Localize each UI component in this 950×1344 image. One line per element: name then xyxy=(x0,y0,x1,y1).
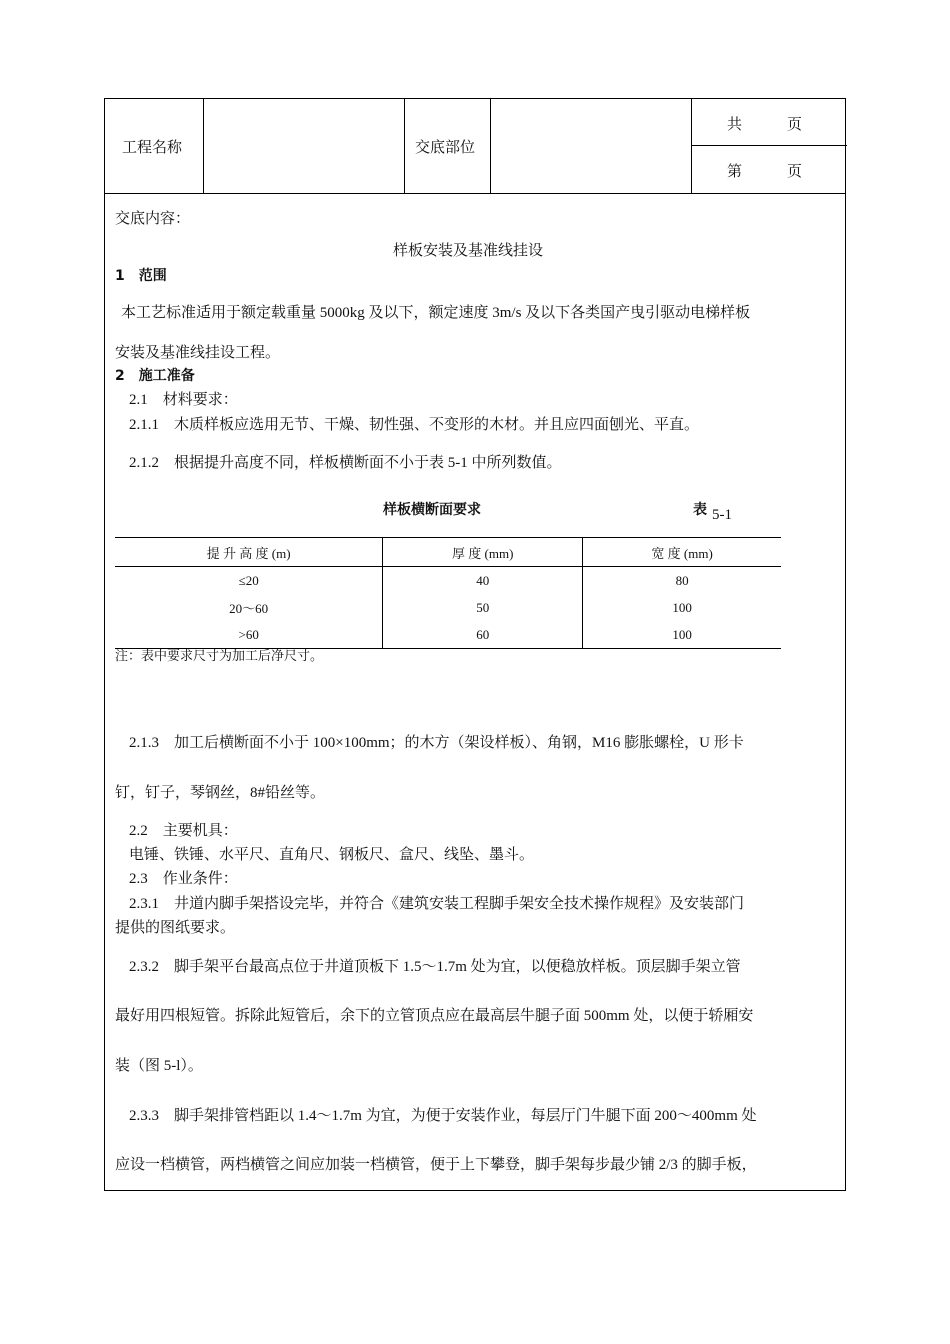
section-2-1-2: 2.1.2 根据提升高度不同，样板横断面不小于表 5-1 中所列数值。 xyxy=(129,455,562,471)
table-note: 注：表中要求尺寸为加工后净尺寸。 xyxy=(115,648,324,663)
section-2-1: 2.1 材料要求： xyxy=(129,392,238,408)
section-2-1-3-cont: 钉，钉子，琴钢丝，8#铅丝等。 xyxy=(115,785,326,801)
section-2-2: 2.2 主要机具： xyxy=(129,823,238,839)
table-cell: 80 xyxy=(583,567,781,595)
table-header-row xyxy=(115,538,781,567)
total-pages: 共 页 xyxy=(727,117,803,133)
table-cell: 100 xyxy=(583,594,781,621)
table-title: 样板横断面要求 xyxy=(383,502,481,518)
spec-table xyxy=(115,537,781,649)
section-2-3-3: 2.3.3 脚手架排管档距以 1.4～1.7m 为宜，为便于安装作业，每层厅门牛腿下面 200～400mm 处 xyxy=(129,1108,757,1124)
project-name-label: 工程名称 xyxy=(122,140,183,156)
section-2-3-3-cont: 应设一档横管，两档横管之间应加装一档横管，便于上下攀登，脚手架每步最少铺 2/3 的脚手板， xyxy=(115,1157,757,1173)
section-1-text: 本工艺标准适用于额定载重量 5000kg 及以下，额定速度 3m/s 及以下各类国产曳引驱动电梯样板 xyxy=(121,305,751,321)
column-header: 提 升 高 度 (m) xyxy=(115,538,383,567)
document-title: 样板安装及基准线挂设 xyxy=(393,243,544,259)
page-number: 第 页 xyxy=(727,164,803,180)
table-row xyxy=(115,594,781,621)
table-cell: 100 xyxy=(583,621,781,649)
table-cell: 20～60 xyxy=(229,601,269,616)
table-cell: >60 xyxy=(115,621,383,649)
table-row xyxy=(115,567,781,595)
table-label-number: 5-1 xyxy=(712,507,732,523)
section-2-1-1: 2.1.1 木质样板应选用无节、干燥、韧性强、不变形的木材。并且应四面刨光、平直。 xyxy=(129,417,700,433)
form-header xyxy=(105,99,845,194)
section-2-heading: 2 施工准备 xyxy=(115,368,195,384)
location-label: 交底部位 xyxy=(415,140,476,156)
section-2-3-2: 2.3.2 脚手架平台最高点位于井道顶板下 1.5～1.7m 处为宜，以便稳放样板。顶层脚手架立管 xyxy=(129,959,741,975)
table-label-prefix: 表 xyxy=(693,502,707,518)
section-2-3-2-cont2: 装（图 5-l）。 xyxy=(115,1058,203,1074)
section-2-2-text: 电锤、铁锤、水平尺、直角尺、钢板尺、盒尺、线坠、墨斗。 xyxy=(129,847,535,863)
section-1-heading: 1 范围 xyxy=(115,268,167,284)
table-cell: ≤20 xyxy=(238,572,259,588)
column-header: 宽 度 (mm) xyxy=(583,538,781,567)
section-2-3-1-cont: 提供的图纸要求。 xyxy=(115,920,236,936)
table-cell: 40 xyxy=(383,567,583,595)
content-label: 交底内容： xyxy=(115,211,191,227)
column-header: 厚 度 (mm) xyxy=(383,538,583,567)
section-2-1-3: 2.1.3 加工后横断面不小于 100×100mm；的木方（架设样板）、角钢，M16 膨胀螺栓，U 形卡 xyxy=(129,735,744,751)
section-2-3: 2.3 作业条件： xyxy=(129,871,238,887)
table-cell: 50 xyxy=(383,594,583,621)
section-2-3-2-cont: 最好用四根短管。拆除此短管后，余下的立管顶点应在最高层牛腿子面 500mm 处，以便于轿厢安 xyxy=(115,1008,754,1024)
disclosure-form xyxy=(104,98,846,1191)
section-2-3-1: 2.3.1 井道内脚手架搭设完毕，并符合《建筑安装工程脚手架安全技术操作规程》及安装部门 xyxy=(129,896,745,912)
section-1-text-cont: 安装及基准线挂设工程。 xyxy=(115,345,281,361)
table-cell: 60 xyxy=(383,621,583,649)
